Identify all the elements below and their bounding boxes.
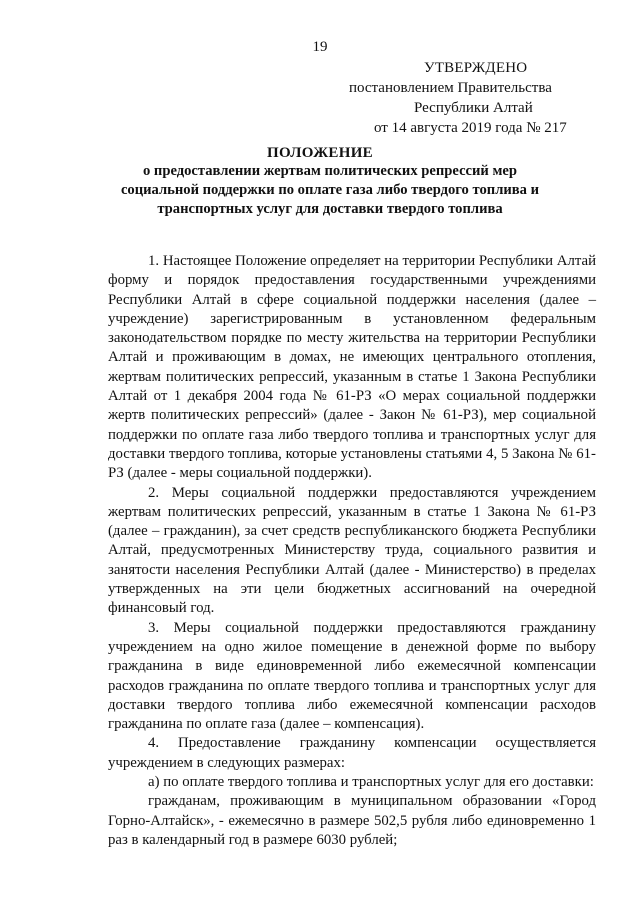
approval-stamp bbox=[344, 58, 597, 138]
document-title: ПОЛОЖЕНИЕ bbox=[267, 145, 373, 161]
paragraph-4a: а) по оплате твердого топлива и транспортных услуг для его доставки: bbox=[148, 774, 594, 791]
approval-region: Республики Алтай bbox=[414, 100, 533, 116]
paragraph-3: 3. Меры социальной поддержки предоставляются гражданину учреждением на одно жилое помещение в денежной форме по выбору гражданина в виде единовременной либо ежемесячной компенсации расходов гражданина по оплате твердого топлива и транспортных услуг для доставки твердого топлива либо ежемесячной компенсации расходов гражданина по оплате газа (далее – компенсация). bbox=[108, 619, 596, 733]
approval-date: от 14 августа 2019 года № 217 bbox=[374, 120, 567, 136]
approval-issuer: постановлением Правительства bbox=[349, 80, 552, 96]
document-body bbox=[108, 252, 596, 850]
paragraph-4: 4. Предоставление гражданину компенсации осуществляется учреждением в следующих размерах: bbox=[108, 735, 596, 771]
document-subtitle: о предоставлении жертвам политических репрессий мер социальной поддержки по оплате газа либо твердого топлива и транспортных услуг для доставки твердого топлива bbox=[120, 163, 540, 217]
page-number: 19 bbox=[312, 39, 328, 55]
paragraph-4a-item: гражданам, проживающим в муниципальном образовании «Город Горно-Алтайск», - ежемесячно в размере 502,5 рубля либо единовременно 1 раз в календарный год в размере 6030 рублей; bbox=[108, 793, 596, 848]
approval-title: УТВЕРЖДЕНО bbox=[424, 60, 528, 76]
paragraph-1: 1. Настоящее Положение определяет на территории Республики Алтай форму и порядок предоставления государственными учреждениями Республики Алтай в сфере социальной поддержки населения (далее – учреждение) зарегистрированным в установленном федеральным законодательством порядке по месту жительства на территории Республики Алтай и проживающим в домах, не имеющих центрального отопления, жертвам политических репрессий, указанным в статье 1 Закона Республики Алтай от 1 декабря 2004 года № 61-РЗ «О мерах социальной поддержки жертв политических репрессий» (далее - Закон № 61-РЗ), мер социальной поддержки по оплате газа либо твердого топлива и транспортных услуг для доставки твердого топлива, которые установлены статьями 4, 5 Закона № 61-РЗ (далее - меры социальной поддержки). bbox=[108, 253, 596, 482]
paragraph-2: 2. Меры социальной поддержки предоставляются учреждением жертвам политических репрессий, указанным в статье 1 Закона № 61-РЗ (далее – гражданин), за счет средств республиканского бюджета Республики Алтай, предусмотренных Министерству труда, социального развития и занятости населения Республики Алтай (далее - Министерство) в пределах утвержденных на эти цели бюджетных ассигнований на очередной финансовый год. bbox=[108, 484, 596, 617]
